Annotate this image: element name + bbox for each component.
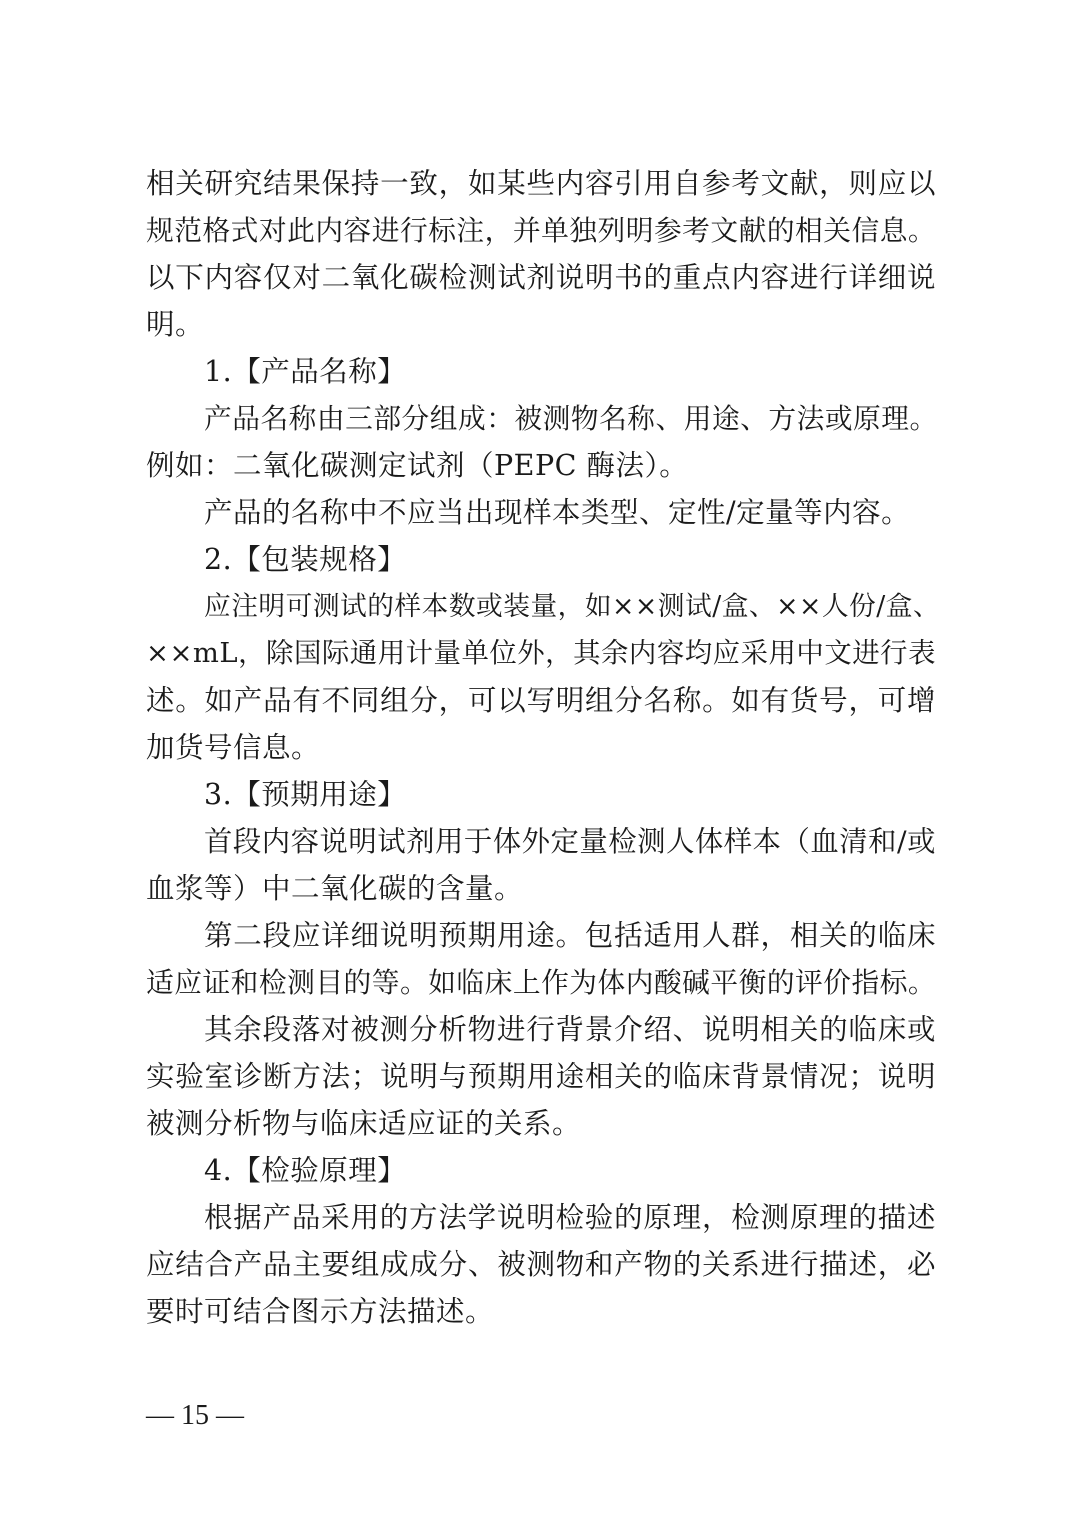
text-line: 规范格式对此内容进行标注，并单独列明参考文献的相关信息。	[146, 214, 937, 247]
text-line: 第二段应详细说明预期用途。包括适用人群，相关的临床	[204, 919, 936, 952]
text-line: 首段内容说明试剂用于体外定量检测人体样本（血清和/或	[204, 825, 936, 858]
text-line: 产品名称由三部分组成：被测物名称、用途、方法或原理。	[204, 402, 938, 435]
text-line: 例如：二氧化碳测定试剂（PEPC 酶法）。	[146, 449, 689, 482]
text-line: 实验室诊断方法；说明与预期用途相关的临床背景情况；说明	[146, 1060, 936, 1093]
document-body	[146, 160, 941, 1335]
text-line: 加货号信息。	[146, 731, 321, 764]
text-line: 应结合产品主要组成成分、被测物和产物的关系进行描述，必	[146, 1248, 936, 1281]
section-heading: 1.【产品名称】	[204, 355, 407, 388]
text-line: 产品的名称中不应当出现样本类型、定性/定量等内容。	[204, 496, 911, 529]
text-line: 述。如产品有不同组分，可以写明组分名称。如有货号，可增	[146, 684, 936, 717]
text-line: 要时可结合图示方法描述。	[146, 1295, 495, 1328]
section-heading: 4.【检验原理】	[204, 1154, 407, 1187]
text-line: 明。	[146, 308, 205, 341]
text-line: 以下内容仅对二氧化碳检测试剂说明书的重点内容进行详细说	[146, 261, 936, 294]
text-line: ××mL，除国际通用计量单位外，其余内容均应采用中文进行表	[146, 638, 936, 669]
text-line: 适应证和检测目的等。如临床上作为体内酸碱平衡的评价指标。	[146, 966, 937, 999]
text-line: 相关研究结果保持一致，如某些内容引用自参考文献，则应以	[146, 167, 936, 200]
text-line: 血浆等）中二氧化碳的含量。	[146, 872, 524, 905]
text-line: 被测分析物与临床适应证的关系。	[146, 1107, 582, 1140]
page-number: — 15 —	[146, 1400, 244, 1431]
text-line: 其余段落对被测分析物进行背景介绍、说明相关的临床或	[204, 1013, 936, 1046]
section-heading: 2.【包装规格】	[204, 543, 407, 576]
text-line: 根据产品采用的方法学说明检验的原理，检测原理的描述	[204, 1201, 936, 1234]
text-line: 应注明可测试的样本数或装量，如××测试/盒、××人份/盒、	[204, 591, 941, 622]
section-heading: 3.【预期用途】	[204, 778, 407, 811]
